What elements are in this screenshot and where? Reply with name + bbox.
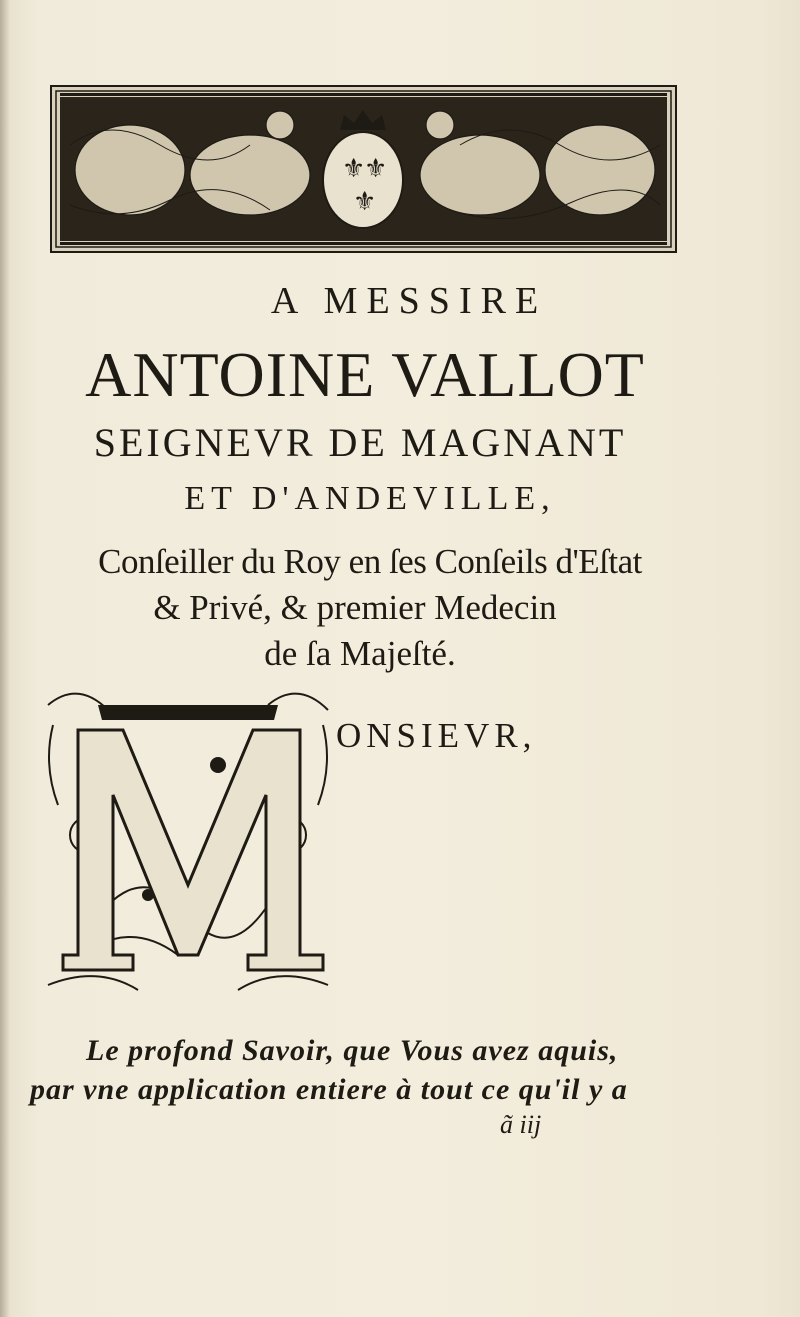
dedicatee-title-line: SEIGNEVR DE MAGNANT xyxy=(93,420,627,465)
historiated-initial-m-icon xyxy=(38,685,338,1005)
dedicatee-name: ANTOINE VALLOT xyxy=(85,339,645,410)
dedicatee-office-line: Conſeiller du Roy en ſes Conſeils d'Eſtat xyxy=(98,542,642,581)
dedication-heading: A MESSIRE xyxy=(270,280,548,322)
svg-text:⚜: ⚜ xyxy=(342,154,366,184)
signature-mark: ã iij xyxy=(500,1110,542,1139)
body-text-line: Le profond Savoir, que Vous avez aquis, xyxy=(86,1034,619,1067)
salutation: ONSIEVR, xyxy=(336,716,537,755)
dedicatee-office-line: de ſa Majeſté. xyxy=(264,634,456,673)
body-text-line: par vne application entiere à tout ce qu'il y a xyxy=(30,1073,628,1106)
svg-text:⚜: ⚜ xyxy=(364,154,388,184)
spine-shadow xyxy=(0,0,10,1317)
ornamental-headpiece-icon xyxy=(50,85,677,253)
svg-text:⚜: ⚜ xyxy=(353,187,377,217)
dedicatee-office-line: & Privé, & premier Medecin xyxy=(153,588,557,627)
dedicatee-title-line: ET D'ANDEVILLE, xyxy=(184,480,556,517)
